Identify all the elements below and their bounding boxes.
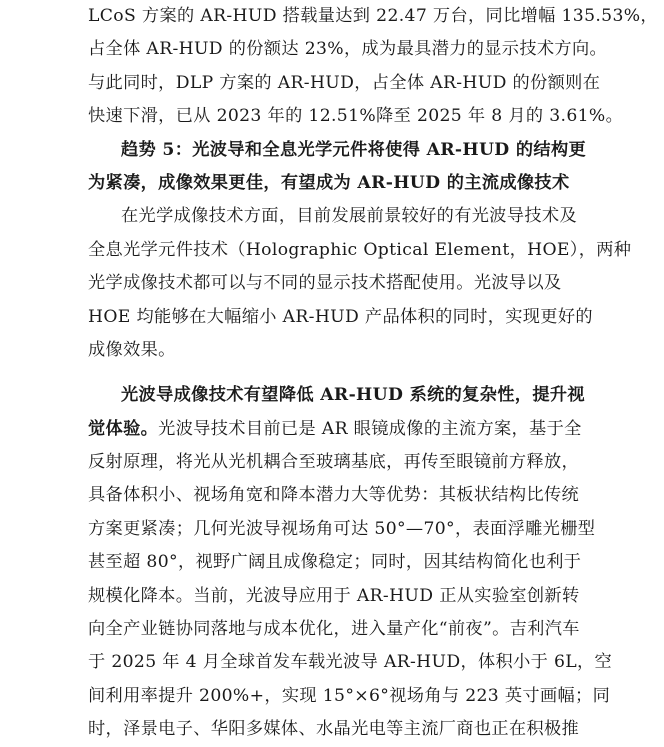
- text-line: 光学成像技术都可以与不同的显示技术搭配使用。光波导以及: [88, 273, 562, 294]
- text-line: 在光学成像技术方面，目前发展前景较好的有光波导技术及: [121, 206, 577, 227]
- text-line: 占全体 AR-HUD 的份额达 23%，成为最具潜力的显示技术方向。: [88, 39, 608, 60]
- text-line: 时，泽景电子、华阳多媒体、水晶光电等主流厂商也正在积极推: [88, 719, 580, 740]
- bold-lead-end: 觉体验。: [88, 418, 159, 439]
- paragraph-waveguide: [88, 379, 613, 746]
- text-run: 光波导技术目前已是 AR 眼镜成像的主流方案，基于全: [158, 418, 582, 439]
- text-line: [88, 413, 608, 446]
- bold-lead-line: 光波导成像技术有望降低 AR-HUD 系统的复杂性，提升视: [121, 385, 585, 406]
- trend-5-heading: [88, 134, 608, 201]
- paragraph-lcos-dlp: [88, 0, 658, 134]
- text-line: 间利用率提升 200%+，实现 15°×6°视场角与 223 英寸画幅；同: [88, 685, 611, 706]
- text-line: HOE 均能够在大幅缩小 AR-HUD 产品体积的同时，实现更好的: [88, 306, 593, 327]
- text-line: 方案更紧凑；几何光波导视场角可达 50°—70°，表面浮雕光栅型: [88, 518, 596, 539]
- text-line: LCoS 方案的 AR-HUD 搭载量达到 22.47 万台，同比增幅 135.53%，: [88, 6, 658, 26]
- heading-line: 为紧凑，成像效果更佳，有望成为 AR-HUD 的主流成像技术: [88, 172, 570, 193]
- text-line: 反射原理，将光从光机耦合至玻璃基底，再传至眼镜前方释放，: [88, 452, 580, 473]
- text-line: 甚至超 80°，视野广阔且成像稳定；同时，因其结构简化也利于: [88, 552, 582, 573]
- text-line: 具备体积小、视场角宽和降本潜力大等优势：其板状结构比传统: [88, 485, 580, 506]
- paragraph-gap: [88, 367, 608, 379]
- document-page: [88, 0, 658, 747]
- text-line: 与此同时，DLP 方案的 AR-HUD，占全体 AR-HUD 的份额则在: [88, 72, 601, 93]
- text-line: 快速下滑，已从 2023 年的 12.51%降至 2025 年 8 月的 3.61%。: [88, 106, 624, 127]
- heading-line: 趋势 5：光波导和全息光学元件将使得 AR-HUD 的结构更: [121, 139, 587, 160]
- paragraph-optical-imaging: [88, 200, 632, 367]
- text-line: 向全产业链协同落地与成本优化，进入量产化“前夜”。吉利汽车: [88, 619, 580, 640]
- text-line: 全息光学元件技术（Holographic Optical Element，HOE），两种: [88, 239, 632, 260]
- text-line: 规模化降本。当前，光波导应用于 AR-HUD 正从实验室创新转: [88, 585, 580, 606]
- text-line: 成像效果。: [88, 339, 176, 360]
- text-line: 于 2025 年 4 月全球首发车载光波导 AR-HUD，体积小于 6L，空: [88, 652, 613, 673]
